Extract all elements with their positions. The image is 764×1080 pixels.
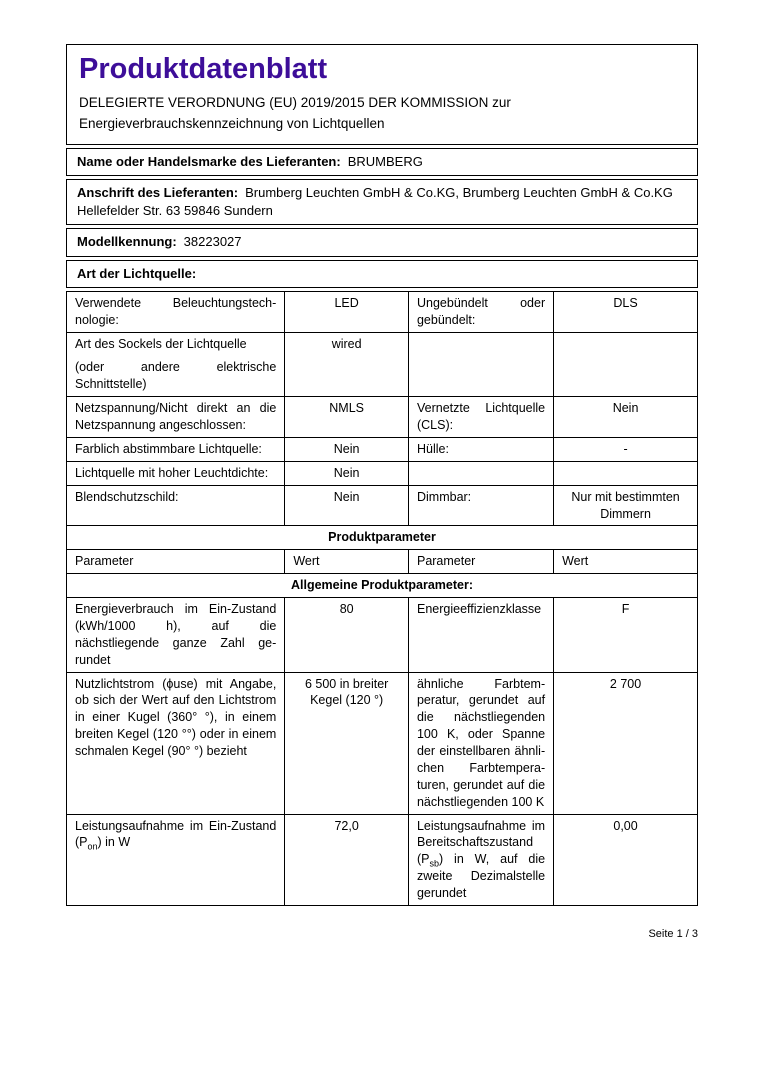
supplier-name-value: BRUMBERG	[347, 153, 423, 169]
doc-title: Produktdatenblatt	[79, 53, 328, 85]
param-value-cell: 72,0	[285, 814, 409, 905]
page-content	[66, 44, 698, 940]
param-value-cell: Nein	[285, 461, 409, 485]
param-value-cell: Nein	[554, 397, 698, 438]
param-value-cell: 2 700	[554, 672, 698, 814]
param-value-cell: Nur mit bestimmten Dimmern	[554, 485, 698, 526]
param-label-cell: Blendschutzschild:	[67, 485, 285, 526]
table-row	[67, 598, 698, 673]
info-row-light-source-type	[66, 260, 698, 288]
group-header-row	[67, 574, 698, 598]
main-table-wrapper	[66, 291, 698, 906]
param-value-cell: Nein	[285, 485, 409, 526]
param-label-line1: Art des Sockels der Lichtquelle	[75, 336, 247, 351]
param-label-cell: Farblich abstimmbare Lichtquelle:	[67, 437, 285, 461]
table-row	[67, 437, 698, 461]
product-table	[66, 291, 698, 906]
param-label-cell: Netzspannung/Nicht direkt an die Netzspannung angeschlossen:	[67, 397, 285, 438]
column-header-row	[67, 550, 698, 574]
table-row	[67, 814, 698, 905]
param-value-cell: LED	[285, 291, 409, 332]
title-block	[66, 44, 698, 145]
param-label-cell: Nutzlichtstrom (ϕuse) mit Angabe, ob sich der Wert auf den Lichtstrom in einer Kugel (360° °), in einem breiten Kegel (120 °°) oder in einem schmalen Kegel (90° °) bezieht	[67, 672, 285, 814]
param-value-cell: DLS	[554, 291, 698, 332]
column-header-parameter-2: Parameter	[408, 550, 553, 574]
param-value-cell: NMLS	[285, 397, 409, 438]
info-row-supplier-address	[66, 179, 698, 225]
param-label-cell	[408, 332, 553, 397]
table-row	[67, 672, 698, 814]
param-value-cell: wired	[285, 332, 409, 397]
param-label-cell: Leistungsaufnahme im Ein-Zustand $(P_{on})$ in W	[67, 814, 285, 905]
info-row-supplier-name	[66, 148, 698, 176]
section-title-produktparameter: Produktparameter	[67, 526, 698, 550]
param-value-cell: 6 500 in breiter Kegel (120 °)	[285, 672, 409, 814]
column-header-wert-1: Wert	[285, 550, 409, 574]
param-label-cell: Vernetzte Lichtquelle (CLS):	[408, 397, 553, 438]
table-row	[67, 485, 698, 526]
model-id-label: Modellkennung:	[77, 234, 177, 250]
param-label-cell: Energieverbrauch im Ein-Zustand (kWh/1000 h), auf die nächstliegende ganze Zahl gerundet	[67, 598, 285, 673]
page-number: Seite 1 / 3	[648, 927, 698, 940]
param-value-cell: 0,00	[554, 814, 698, 905]
param-label-cell: Hülle:	[408, 437, 553, 461]
param-value-cell	[554, 332, 698, 397]
param-label-cell: Energieeffizienzklasse	[408, 598, 553, 673]
supplier-address-value: Brumberg Leuchten GmbH & Co.KG, Brumberg Leuchten GmbH & Co.KG Hellefelder Str. 63 59846 Sundern	[77, 185, 673, 219]
table-row	[67, 397, 698, 438]
model-id-value: 38223027	[183, 234, 242, 250]
table-row	[67, 461, 698, 485]
table-row	[67, 332, 698, 397]
param-label-cell: Verwendete Beleuchtungstechnologie:	[67, 291, 285, 332]
param-value-cell	[554, 461, 698, 485]
param-value-cell: F	[554, 598, 698, 673]
param-value-cell: 80	[285, 598, 409, 673]
param-value-cell: -	[554, 437, 698, 461]
supplier-address-label: Anschrift des Lieferanten:	[77, 185, 239, 201]
param-label-cell: Leistungsaufnahme im Bereitschaftszustand $(P_{sb})$ in W, auf die zweite Dezimalstelle gerundet	[408, 814, 553, 905]
param-value-cell: Nein	[285, 437, 409, 461]
param-label-line2: (oder andere elektrische Schnittstelle)	[75, 360, 277, 392]
group-title-allgemeine-produktparameter: Allgemeine Produktparameter:	[67, 574, 698, 598]
column-header-wert-2: Wert	[554, 550, 698, 574]
supplier-name-label: Name oder Handelsmarke des Lieferanten:	[77, 153, 341, 169]
table-row	[67, 291, 698, 332]
param-label-cell: Lichtquelle mit hoher Leuchtdichte:	[67, 461, 285, 485]
param-label-cell: Ungebündelt oder gebündelt:	[408, 291, 553, 332]
info-row-model-id	[66, 228, 698, 256]
regulation-subtitle: DELEGIERTE VERORDNUNG (EU) 2019/2015 DER KOMMISSION zur Energieverbrauchskennzeichnung von Lichtquellen	[79, 95, 511, 131]
param-label-cell: ähnliche Farbtemperatur, gerundet auf die nächstliegenden 100 K, oder Spanne der einstellbaren ähnlichen Farbtemperaturen, gerundet auf die nächstliegenden 100 K	[408, 672, 553, 814]
param-label-cell	[67, 332, 285, 397]
section-header-row	[67, 526, 698, 550]
param-label-cell	[408, 461, 553, 485]
light-source-type-label: Art der Lichtquelle:	[77, 265, 197, 281]
param-label-cell: Dimmbar:	[408, 485, 553, 526]
column-header-parameter-1: Parameter	[67, 550, 285, 574]
